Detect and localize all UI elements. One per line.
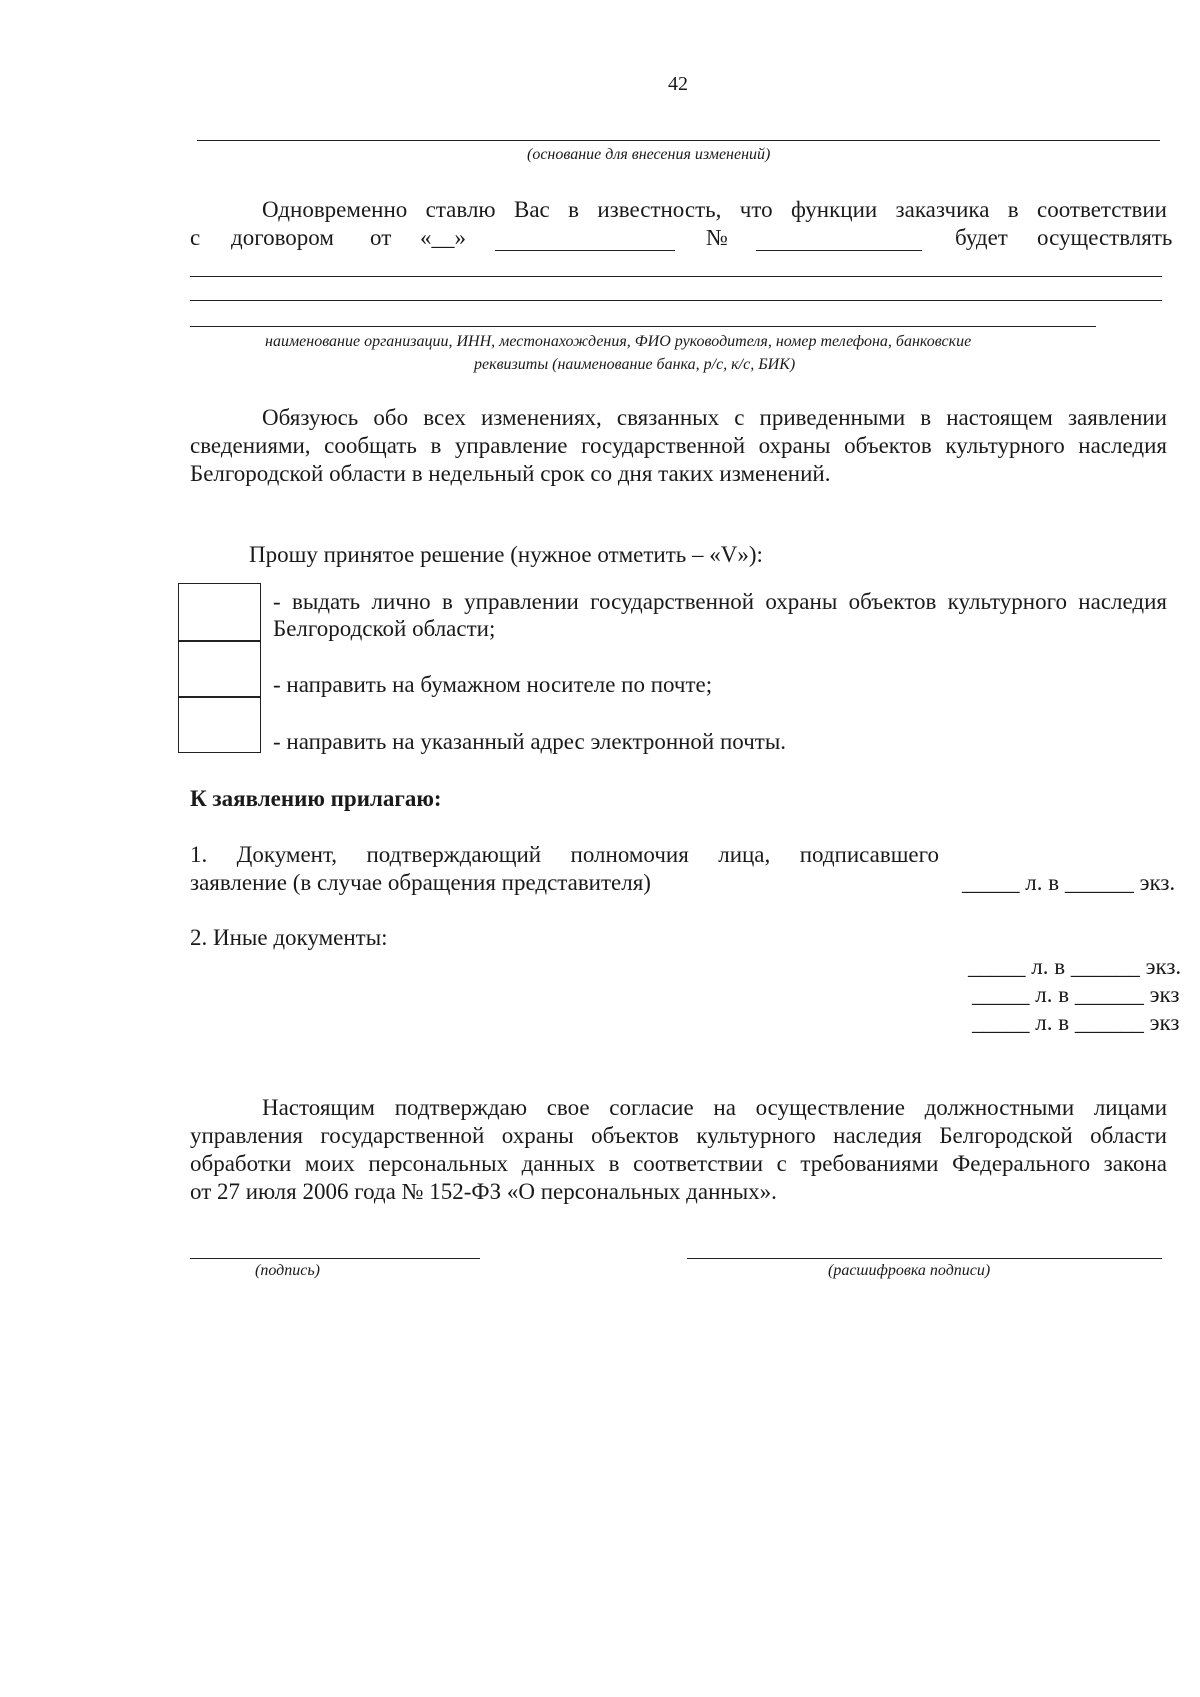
other-docs-quantity-1[interactable]: _____ л. в ______ экз. — [968, 954, 1182, 979]
attachments-heading: К заявлению прилагаю: — [190, 786, 442, 811]
obligation-line-3: Белгородской области в недельный срок со дня таких изменений. — [190, 461, 831, 486]
contract-date-field[interactable]: «__» — [420, 225, 466, 250]
consent-line-4: от 27 июля 2006 года № 152-ФЗ «О персональных данных». — [190, 1179, 777, 1204]
option-email-label: - направить на указанный адрес электронной почты. — [273, 729, 787, 754]
option-in-person-label-2: Белгородской области; — [273, 616, 496, 641]
decision-prompt: Прошу принятое решение (нужное отметить – «V»): — [249, 542, 763, 567]
page-number: 42 — [668, 73, 688, 95]
organization-line-3[interactable] — [190, 326, 1096, 327]
consent-line-2: управления государственной охраны объектов культурного наследия Белгородской области — [190, 1123, 1167, 1148]
contract-line-1: Одновременно ставлю Вас в известность, что функции заказчика в соответствии — [262, 197, 1167, 222]
option-post-checkbox[interactable] — [178, 640, 261, 698]
signature-caption: (подпись) — [255, 1262, 320, 1279]
word-dogovor: договором — [231, 225, 334, 250]
consent-line-3: обработки моих персональных данных в соответствии с требованиями Федерального закона — [190, 1151, 1167, 1176]
consent-line-1: Настоящим подтверждаю свое согласие на осуществление должностными лицами — [262, 1095, 1167, 1120]
attachment-2-label: 2. Иные документы: — [190, 925, 388, 950]
option-in-person-checkbox[interactable] — [178, 583, 261, 642]
signature-decode-caption: (расшифровка подписи) — [828, 1262, 991, 1279]
attachment-1-quantity[interactable]: _____ л. в ______ экз. — [962, 870, 1176, 895]
obligation-line-1: Обязуюсь обо всех изменениях, связанных с приведенными в настоящем заявлении — [262, 405, 1167, 430]
word-osushestvlyat: осуществлять — [1037, 225, 1173, 250]
contract-date-line[interactable] — [495, 250, 675, 251]
organization-caption-2: реквизиты (наименование банка, р/с, к/с, БИК) — [474, 356, 796, 373]
contract-number-line[interactable] — [756, 250, 922, 251]
organization-line-2[interactable] — [190, 300, 1162, 301]
attachment-1-line-2: заявление (в случае обращения представителя) — [190, 870, 651, 895]
word-ot: от — [370, 225, 392, 250]
organization-line-1[interactable] — [190, 276, 1162, 277]
organization-caption-1: наименование организации, ИНН, местонахождения, ФИО руководителя, номер телефона, банковские — [265, 333, 972, 350]
attachment-1-line-1: 1. Документ, подтверждающий полномочия лица, подписавшего — [190, 842, 939, 867]
obligation-line-2: сведениями, сообщать в управление государственной охраны объектов культурного наследия — [190, 433, 1167, 458]
option-email-checkbox[interactable] — [178, 696, 261, 753]
basis-caption: (основание для внесения изменений) — [527, 146, 771, 163]
word-budet: будет — [955, 225, 1008, 250]
signature-line[interactable] — [190, 1258, 480, 1259]
other-docs-quantity-2[interactable]: _____ л. в ______ экз — [972, 982, 1180, 1007]
basis-line[interactable] — [197, 140, 1160, 141]
other-docs-quantity-3[interactable]: _____ л. в ______ экз — [972, 1010, 1180, 1035]
option-in-person-label-1: - выдать лично в управлении государственной охраны объектов культурного наследия — [273, 589, 1167, 614]
word-number-sign: № — [706, 225, 728, 250]
signature-decode-line[interactable] — [687, 1258, 1162, 1259]
word-s: с — [190, 225, 201, 250]
option-post-label: - направить на бумажном носителе по почте; — [273, 672, 713, 697]
